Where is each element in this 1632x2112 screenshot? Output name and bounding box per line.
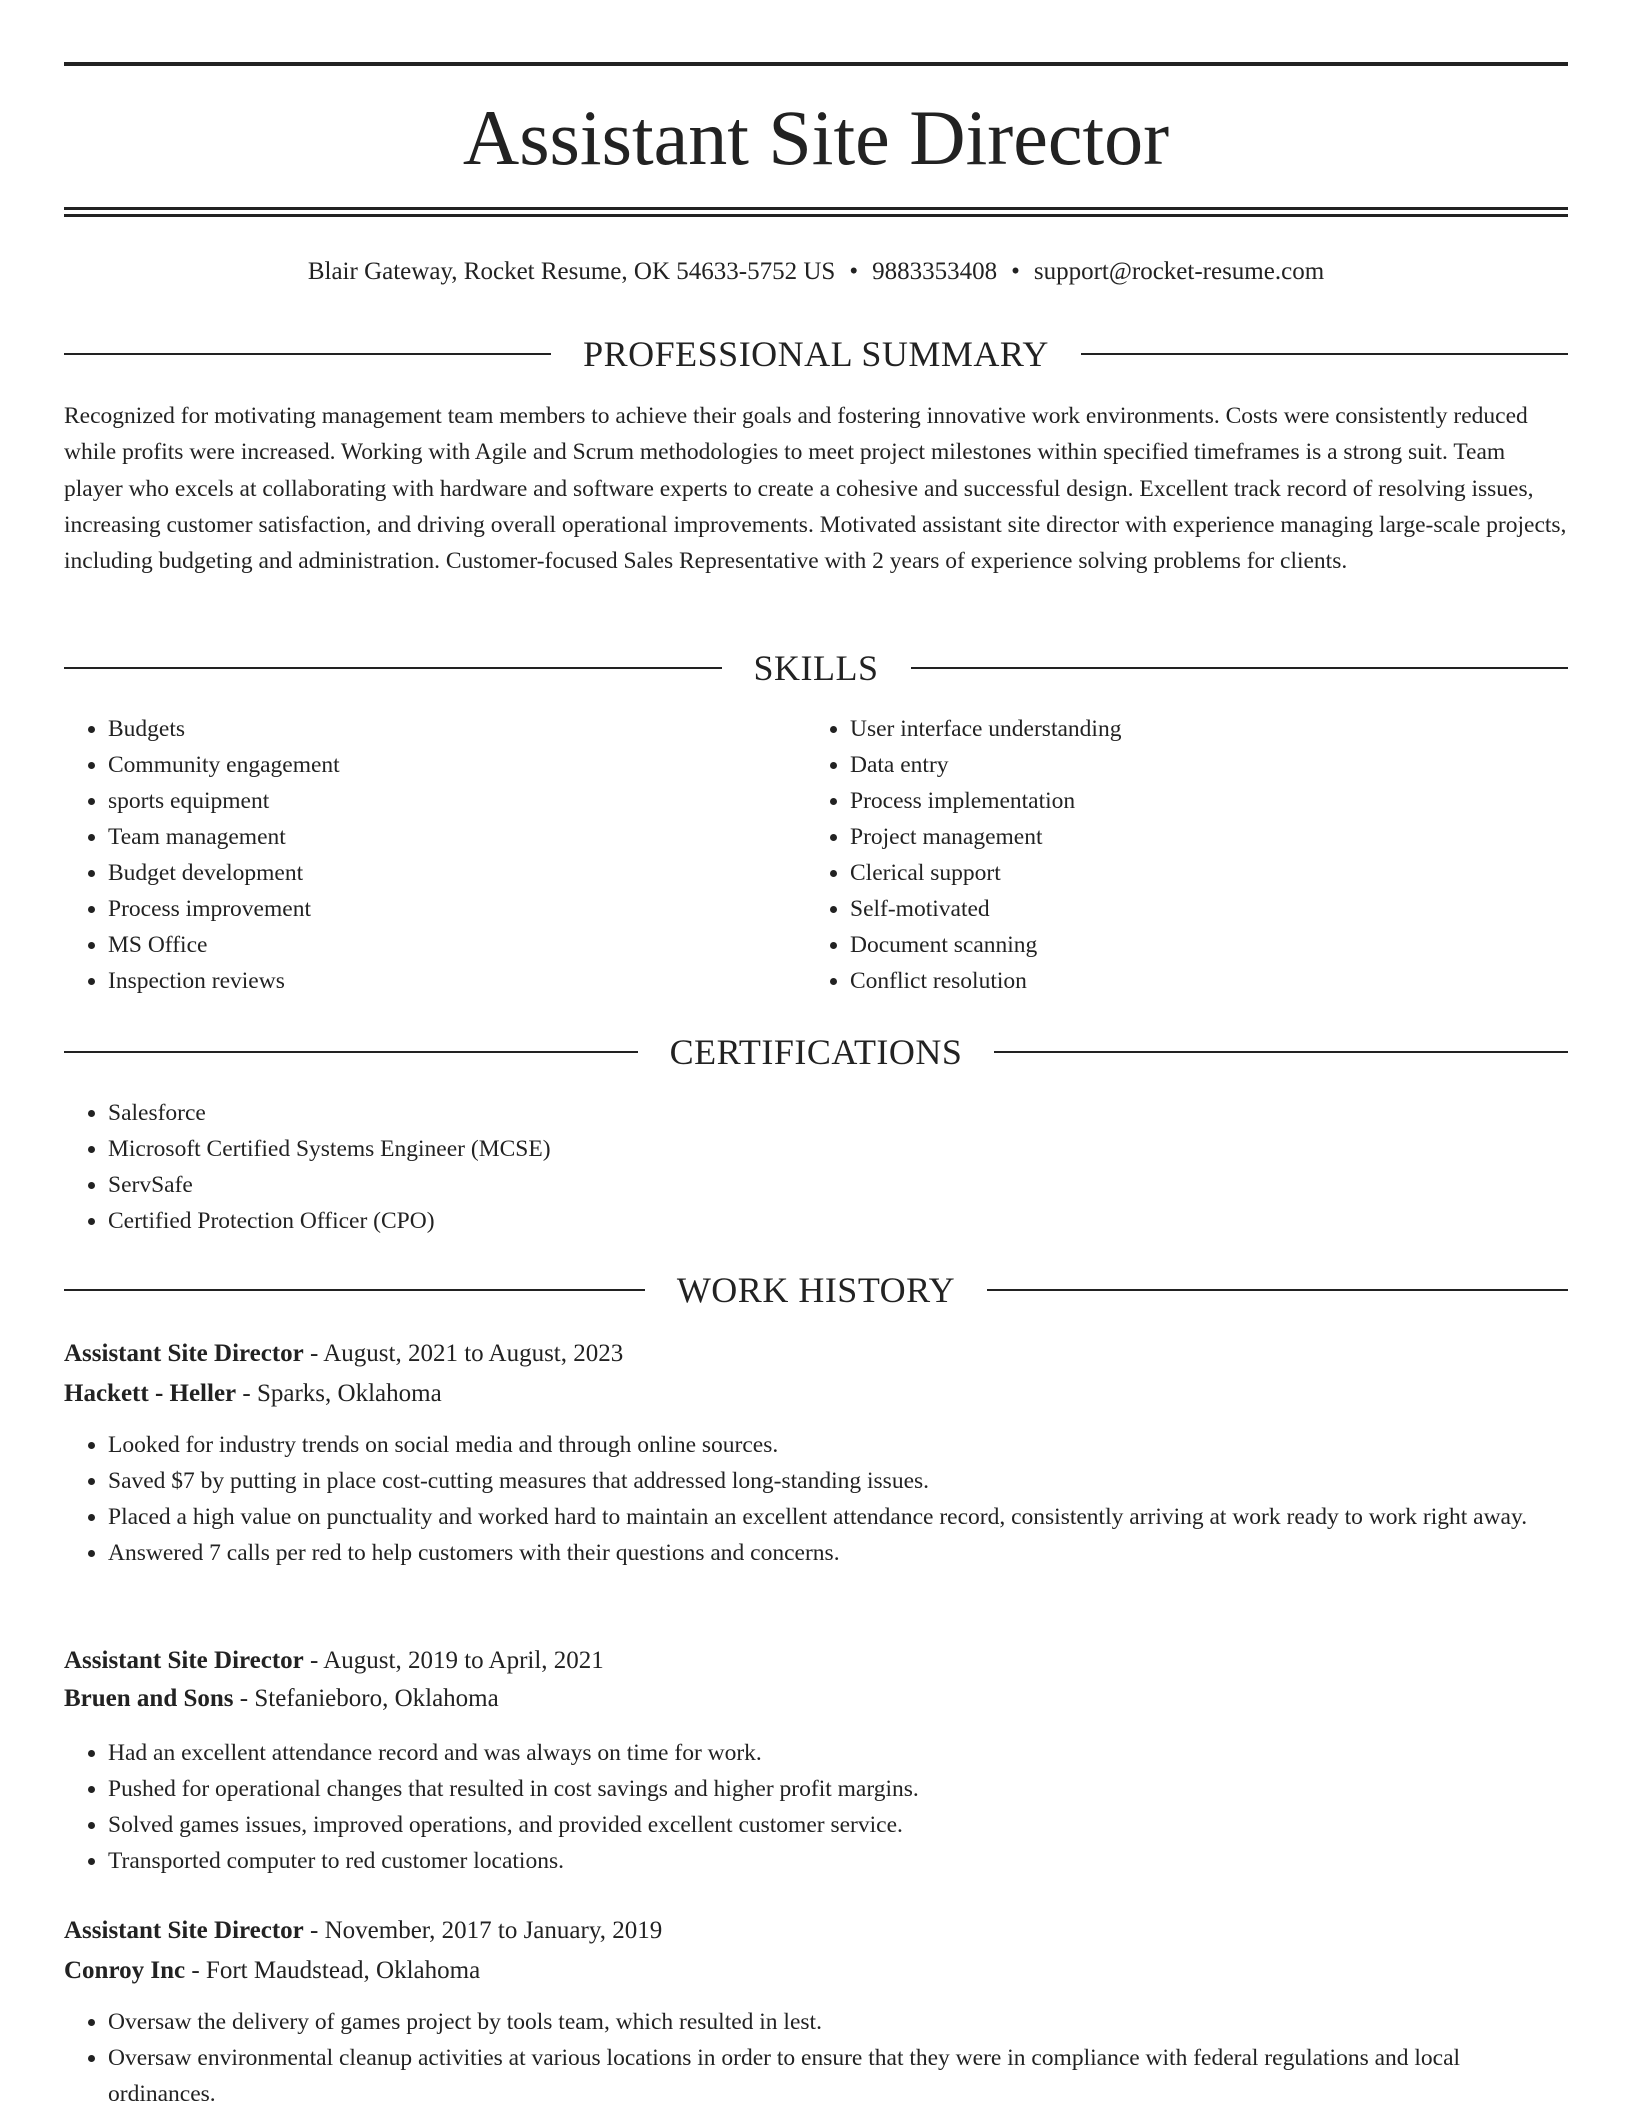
skill-item: • Community engagement — [108, 747, 788, 783]
job-bullet: • Saved $7 by putting in place cost-cutting measures that addressed long-standing issues. — [108, 1463, 1568, 1499]
top-rule — [64, 62, 1568, 66]
job-bullets — [64, 2004, 1568, 2112]
job-company: Hackett - Heller — [64, 1380, 237, 1407]
job-bullet: • Oversaw the delivery of games project by tools team, which resulted in lest. — [108, 2004, 1568, 2040]
heading-rule-left — [64, 353, 551, 355]
contact-separator: • — [1011, 258, 1020, 285]
job-bullet: • Transported computer to red customer locations. — [108, 1843, 1568, 1879]
contact-address: Blair Gateway, Rocket Resume, OK 54633-5752 US — [307, 258, 836, 285]
job-company: Conroy Inc — [64, 1957, 186, 1984]
job-dates: - August, 2019 to April, 2021 — [303, 1647, 604, 1674]
job-title: Assistant Site Director — [64, 1917, 304, 1944]
skill-item: • MS Office — [108, 927, 788, 963]
job-bullet: • Pushed for operational changes that resulted in cost savings and higher profit margins. — [108, 1771, 1568, 1807]
heading-rule-left — [64, 1051, 638, 1053]
skill-item: • sports equipment — [108, 783, 788, 819]
job-bullet: • Placed a high value on punctuality and worked hard to maintain an excellent attendance record, consistently arriving at work ready to work right away. — [108, 1499, 1568, 1535]
heading-rule-right — [994, 1051, 1568, 1053]
certifications-heading-label: CERTIFICATIONS — [669, 1032, 963, 1072]
certifications-list — [64, 1095, 1568, 1239]
job-title-line — [64, 1334, 1568, 1374]
skill-item: • Budgets — [108, 711, 788, 747]
skills-heading-label: SKILLS — [753, 648, 879, 688]
summary-heading — [64, 332, 1568, 376]
skill-item: • Budget development — [108, 855, 788, 891]
job-title-line — [64, 1641, 1568, 1681]
job-company-line — [64, 1951, 1568, 1991]
certifications-heading — [64, 1030, 1568, 1074]
job-company-line — [64, 1374, 1568, 1414]
skills-list-left — [64, 711, 788, 999]
job-bullet: • Oversaw environmental cleanup activities at various locations in order to ensure that they were in compliance with federal regulations and local ordinances. — [108, 2040, 1568, 2112]
job-company-line — [64, 1679, 1568, 1719]
resume-title: Assistant Site Director — [462, 94, 1170, 181]
work-history-heading — [64, 1268, 1568, 1312]
certification-item: • Certified Protection Officer (CPO) — [108, 1203, 1568, 1239]
job-location: - Fort Maudstead, Oklahoma — [185, 1957, 481, 1984]
skill-item: • Document scanning — [850, 927, 1550, 963]
contact-phone: 9883353408 — [872, 258, 998, 285]
skill-item: • Team management — [108, 819, 788, 855]
job-title: Assistant Site Director — [64, 1647, 304, 1674]
job-bullet: • Had an excellent attendance record and was always on time for work. — [108, 1735, 1568, 1771]
contact-line — [64, 252, 1568, 292]
job-location: - Stefanieboro, Oklahoma — [233, 1685, 499, 1712]
contact-email: support@rocket-resume.com — [1033, 258, 1325, 285]
job-bullet: • Solved games issues, improved operations, and provided excellent customer service. — [108, 1807, 1568, 1843]
heading-rule-left — [64, 1289, 645, 1291]
job-dates: - August, 2021 to August, 2023 — [303, 1340, 624, 1367]
heading-rule-right — [911, 667, 1569, 669]
job-bullet: • Answered 7 calls per red to help customers with their questions and concerns. — [108, 1535, 1568, 1571]
certification-item: • Microsoft Certified Systems Engineer (MCSE) — [108, 1131, 1568, 1167]
job-location: - Sparks, Oklahoma — [236, 1380, 442, 1407]
certification-item: • ServSafe — [108, 1167, 1568, 1203]
job-bullet: • Looked for industry trends on social media and through online sources. — [108, 1427, 1568, 1463]
summary-text: Recognized for motivating management team members to achieve their goals and fostering innovative work environments. Costs were consistently reduced while profits were increased. Working with Agile and Scrum methodologies to meet project milestones within specified timeframes is a strong suit. Team player who excels at collaborating with hardware and software experts to create a cohesive and successful design. Excellent track record of resolving issues, increasing customer satisfaction, and driving overall operational improvements. Motivated assistant site director with experience managing large-scale projects, including budgeting and administration. Customer-focused Sales Representative with 2 years of experience solving problems for clients. — [64, 403, 1567, 575]
skill-item: • Inspection reviews — [108, 963, 788, 999]
skill-item: • Self-motivated — [850, 891, 1550, 927]
job-title: Assistant Site Director — [64, 1340, 304, 1367]
title-double-rule — [64, 207, 1568, 217]
job-title-line — [64, 1911, 1568, 1951]
skills-heading — [64, 646, 1568, 690]
skill-item: • Project management — [850, 819, 1550, 855]
contact-separator: • — [849, 258, 859, 285]
skill-item: • User interface understanding — [850, 711, 1550, 747]
skill-item: • Process implementation — [850, 783, 1550, 819]
skill-item: • Conflict resolution — [850, 963, 1550, 999]
skill-item: • Data entry — [850, 747, 1550, 783]
job-bullets — [64, 1735, 1568, 1879]
job-bullets — [64, 1427, 1568, 1571]
skill-item: • Process improvement — [108, 891, 788, 927]
skills-list-right — [806, 711, 1550, 999]
summary-heading-label: PROFESSIONAL SUMMARY — [583, 334, 1049, 374]
job-dates: - November, 2017 to January, 2019 — [303, 1917, 663, 1944]
skill-item: • Clerical support — [850, 855, 1550, 891]
heading-rule-right — [987, 1289, 1568, 1291]
heading-rule-left — [64, 667, 722, 669]
work-history-heading-label: WORK HISTORY — [676, 1270, 956, 1310]
heading-rule-right — [1081, 353, 1568, 355]
certification-item: • Salesforce — [108, 1095, 1568, 1131]
job-company: Bruen and Sons — [64, 1685, 234, 1712]
